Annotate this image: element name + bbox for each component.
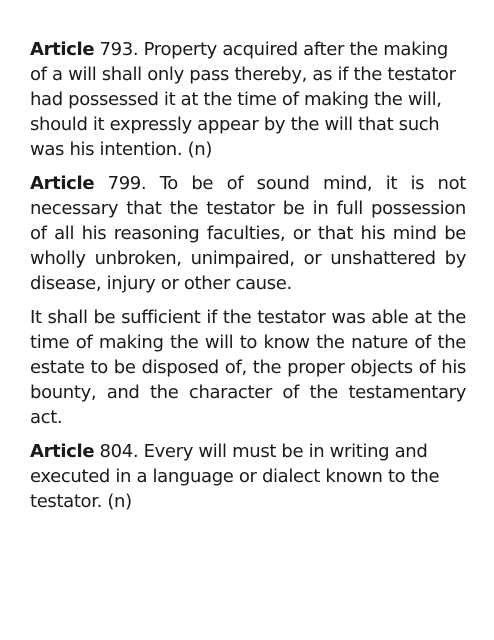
- article-799-paragraph: [30, 171, 466, 296]
- article-804-paragraph: [30, 439, 466, 514]
- article-heading: Article: [30, 441, 95, 462]
- article-heading: Article: [30, 173, 95, 194]
- article-text: 799. To be of sound mind, it is not necessary that the testator be in full possession of all his reasoning faculties, or that his mind be wholly unbroken, unimpaired, or unshattered by disease, injury or other cause.: [30, 173, 466, 294]
- article-heading: Article: [30, 39, 95, 60]
- article-text: 793. Property acquired after the making of a will shall only pass thereby, as if the testator had possessed it at the time of making the will, should it expressly appear by the will that such was his intention. (n): [30, 39, 456, 160]
- article-793-paragraph: [30, 37, 466, 162]
- article-text: 804. Every will must be in writing and executed in a language or dialect known to the testator. (n): [30, 441, 440, 512]
- paragraph-text: It shall be sufficient if the testator was able at the time of making the will to know the nature of the estate to be disposed of, the proper objects of his bounty, and the character of the testamentary act.: [30, 307, 466, 428]
- sufficiency-paragraph: [30, 305, 466, 430]
- document-body: [30, 37, 466, 523]
